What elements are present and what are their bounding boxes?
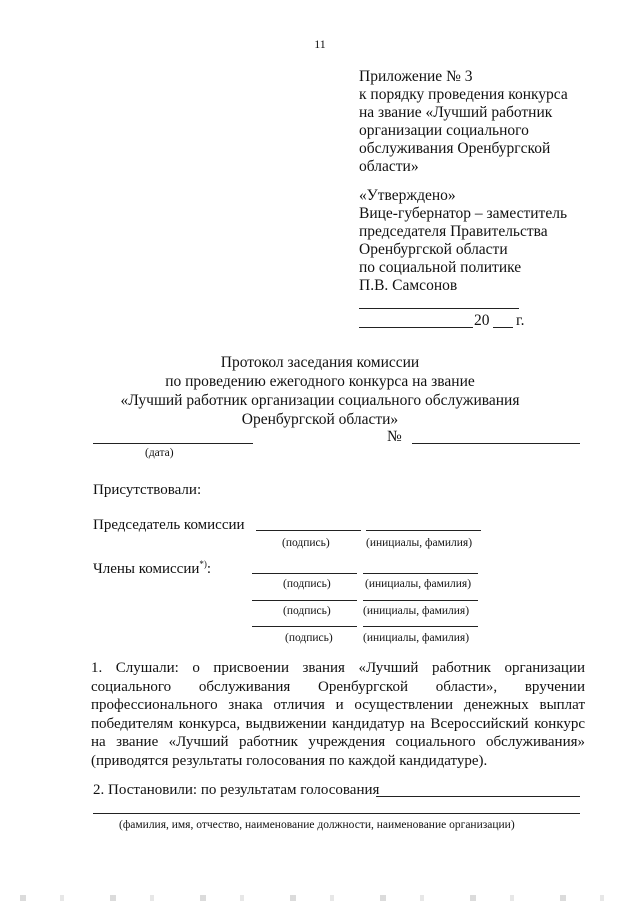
protocol-title-line: по проведению ежегодного конкурса на звание — [165, 373, 475, 390]
appendix-line: организации социального — [359, 122, 529, 139]
protocol-title-line: «Лучший работник организации социального обслуживания — [120, 392, 520, 409]
section2-caption: (фамилия, имя, отчество, наименование должности, наименование организации) — [119, 819, 515, 831]
member-name-line — [363, 600, 478, 601]
page-number: 11 — [314, 37, 326, 51]
approval-line: Оренбургской области — [359, 241, 508, 258]
member-signature-caption: (подпись) — [285, 632, 333, 644]
approval-date-line — [359, 327, 473, 328]
date-caption: (дата) — [145, 447, 174, 459]
appendix-line: Приложение № 3 — [359, 68, 473, 85]
member-signature-line — [252, 573, 357, 574]
members-label-suffix: : — [206, 561, 212, 577]
approval-line: председателя Правительства — [359, 223, 548, 240]
members-label-text: Члены комиссии — [93, 561, 200, 577]
appendix-line: области» — [359, 158, 419, 175]
section2-text: 2. Постановили: по результатам голосования — [93, 782, 380, 798]
date-field-line — [93, 443, 253, 444]
section1-line: 1. Слушали: о присвоении звания «Лучший работник организации — [91, 660, 585, 676]
section2-full-line — [93, 813, 580, 814]
member-signature-line — [252, 626, 357, 627]
approval-signature-line — [359, 308, 519, 309]
chairman-name-line — [366, 530, 481, 531]
member-name-caption: (инициалы, фамилия) — [365, 578, 472, 590]
number-field-line — [412, 443, 580, 444]
section1-line: на звание «Лучший работник учреждения социального обслуживания» — [91, 734, 585, 750]
section1-line: профессионального знака отличия и осуществлении денежных выплат — [91, 697, 585, 713]
member-signature-caption: (подпись) — [283, 605, 331, 617]
approval-year-line — [493, 327, 513, 328]
chairman-signature-line — [256, 530, 361, 531]
protocol-title — [0, 354, 640, 430]
protocol-title-line: Протокол заседания комиссии — [220, 354, 420, 371]
protocol-title-line: Оренбургской области» — [241, 411, 399, 428]
chairman-signature-caption: (подпись) — [282, 537, 330, 549]
appendix-line: обслуживания Оренбургской — [359, 140, 551, 157]
approval-line: П.В. Самсонов — [359, 277, 458, 294]
members-label — [93, 559, 211, 578]
present-label: Присутствовали: — [93, 482, 202, 498]
member-name-caption: (инициалы, фамилия) — [363, 632, 470, 644]
approval-date-suffix: г. — [516, 312, 525, 329]
chairman-label: Председатель комиссии — [93, 517, 245, 533]
member-signature-line — [252, 600, 357, 601]
section1-paragraph — [91, 659, 585, 770]
approval-block — [359, 187, 567, 295]
section1-line: социального обслуживания Оренбургской области», вручении — [91, 678, 585, 695]
section1-line: (приводятся результаты голосования по каждой кандидатуре). — [91, 752, 488, 769]
appendix-line: на звание «Лучший работник — [359, 104, 553, 121]
member-name-line — [363, 626, 478, 627]
section2-inline-line — [376, 796, 580, 797]
appendix-block — [359, 68, 568, 176]
chairman-name-caption: (инициалы, фамилия) — [366, 537, 473, 549]
approval-line: по социальной политике — [359, 259, 522, 276]
member-name-caption: (инициалы, фамилия) — [363, 605, 470, 617]
approval-line: Вице-губернатор – заместитель — [359, 205, 568, 222]
approval-date-year: 20 — [474, 312, 490, 329]
scan-noise-strip — [20, 895, 620, 901]
approval-line: «Утверждено» — [359, 187, 456, 204]
member-signature-caption: (подпись) — [283, 578, 331, 590]
number-sign: № — [387, 428, 402, 445]
appendix-line: к порядку проведения конкурса — [359, 86, 568, 103]
section1-line: победителям конкурса, выдвижении кандидатур на Всероссийский конкурс — [91, 715, 585, 732]
members-footnote-mark: *) — [199, 559, 207, 569]
member-name-line — [363, 573, 478, 574]
